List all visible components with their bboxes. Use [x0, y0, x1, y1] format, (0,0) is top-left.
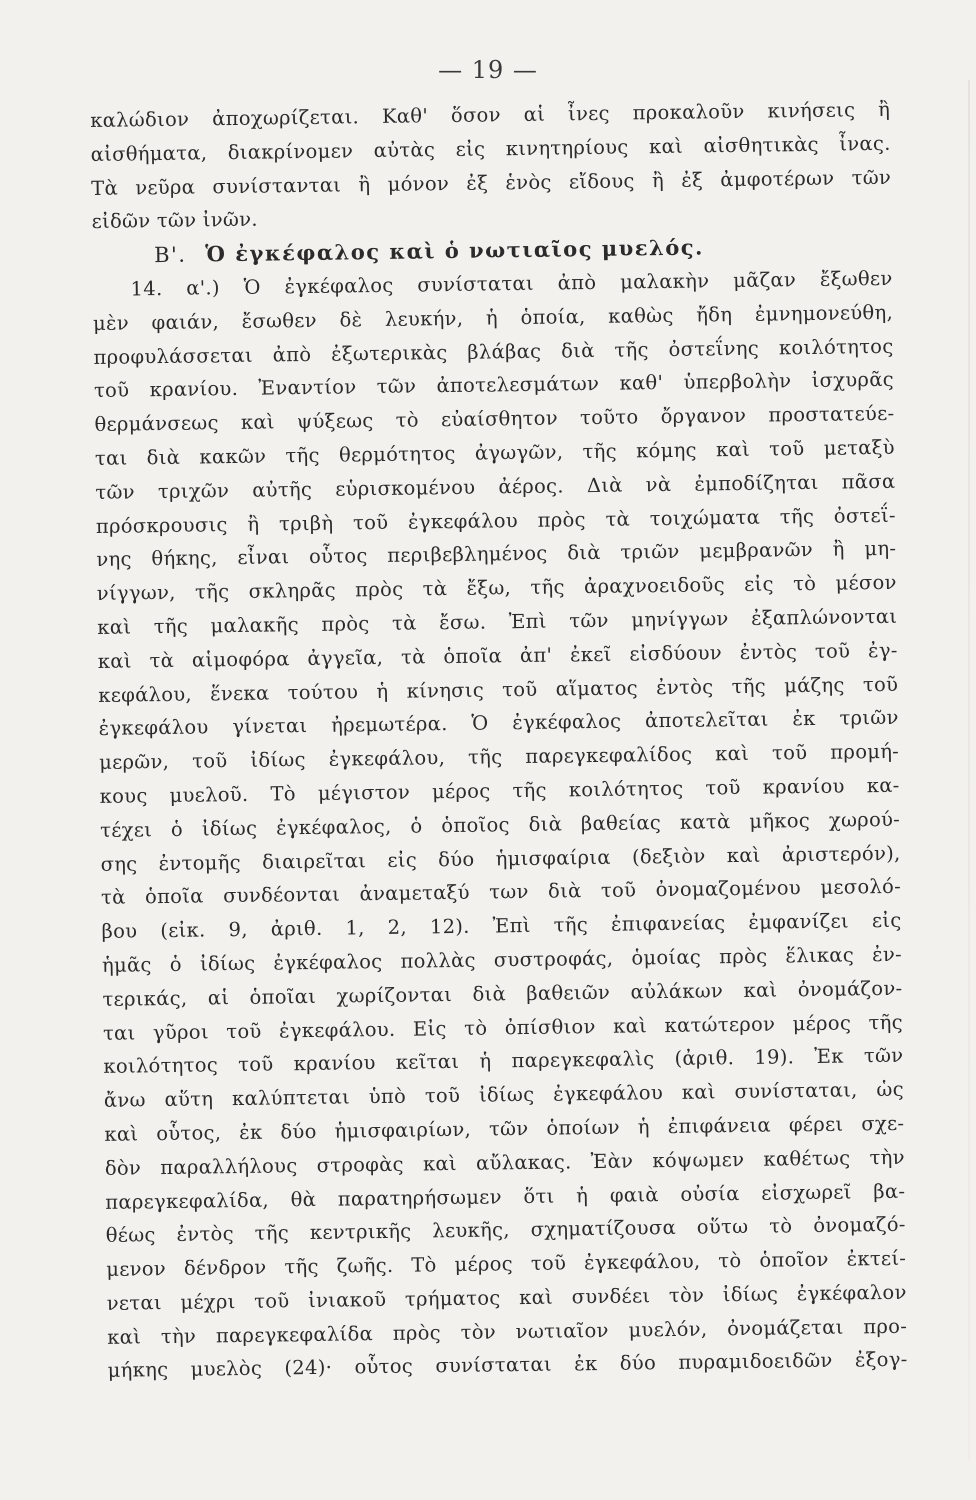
text-line: ἄνω αὕτη καλύπτεται ὑπὸ τοῦ ἰδίως ἐγκεφάλου καὶ συνίσταται, ὡς — [103, 1077, 904, 1113]
text-line: εἰδῶν τῶν ἰνῶν. — [91, 208, 258, 234]
text-line: νίγγων, τῆς σκληρᾶς πρὸς τὰ ἔξω, τῆς ἀραχνοειδοῦς εἰς τὸ μέσον — [96, 570, 897, 606]
page-number: — 19 — — [438, 56, 538, 84]
text-line: καὶ τὴν παρεγκεφαλίδα πρὸς τὸν νωτιαῖον μυελόν, ὀνομάζεται προ- — [107, 1314, 908, 1349]
text-line: τῶν τριχῶν αὐτῆς εὑρισκομένου ἀέρος. Διὰ νὰ ἐμποδίζηται πᾶσα — [95, 469, 896, 504]
section-title: Ὁ ἐγκέφαλος καὶ ὁ νωτιαῖος μυελός. — [205, 234, 705, 267]
text-line: ται διὰ κακῶν τῆς θερμότητος ἀγωγῶν, τῆς κόμης καὶ τοῦ μεταξὺ — [94, 435, 896, 470]
text-line: θερμάνσεως καὶ ψύξεως τὸ εὐαίσθητον τοῦτο ὄργανον προστατεύε- — [94, 401, 895, 437]
body-text — [90, 93, 908, 1388]
text-line: καὶ τῆς μαλακῆς πρὸς τὰ ἔσω. Ἐπὶ τῶν μηνίγγων ἐξαπλώνονται — [97, 604, 898, 639]
text-line: μενον δένδρον τῆς ζωῆς. Τὸ μέρος τοῦ ἐγκεφάλου, τὸ ὁποῖον ἐκτεί- — [106, 1246, 907, 1281]
text-line: ἡμᾶς ὁ ἰδίως ἐγκέφαλος πολλὰς συστροφάς, ὁμοίας πρὸς ἕλικας ἐν- — [101, 942, 903, 977]
text-line: σης ἐντομῆς διαιρεῖται εἰς δύο ἡμισφαίρια (δεξιὸν καὶ ἀριστερόν), — [100, 841, 901, 876]
text-line: αἰσθήματα, διακρίνομεν αὐτὰς εἰς κινητηρίους καὶ αἰσθητικὰς ἶνας. — [90, 131, 891, 166]
text-line: πρόσκρουσις ἢ τριβὴ τοῦ ἐγκεφάλου πρὸς τὰ τοιχώματα τῆς ὀστεΐ- — [95, 503, 896, 538]
paper-edge — [968, 80, 970, 1460]
section-number: Β'. — [153, 242, 187, 268]
text-line: μερῶν, τοῦ ἰδίως ἐγκεφάλου, τῆς παρεγκεφαλίδος καὶ τοῦ προμή- — [99, 739, 900, 775]
text-line: κους μυελοῦ. Τὸ μέγιστον μέρος τῆς κοιλότητος τοῦ κρανίου κα- — [99, 773, 900, 808]
text-line: νης θήκης, εἶναι οὗτος περιβεβλημένος διὰ τριῶν μεμβρανῶν ἢ μη- — [96, 537, 897, 572]
text-line: θέως ἐντὸς τῆς κεντρικῆς λευκῆς, σχηματίζουσα οὕτω τὸ ὀνομαζό- — [105, 1213, 906, 1248]
text-line: βου (εἰκ. 9, ἀριθ. 1, 2, 12). Ἐπὶ τῆς ἐπιφανείας ἐμφανίζει εἰς — [101, 908, 902, 944]
text-line: κοιλότητος τοῦ κρανίου κεῖται ἡ παρεγκεφαλὶς (ἀριθ. 19). Ἐκ τῶν — [103, 1044, 904, 1079]
text-line: τέχει ὁ ἰδίως ἐγκέφαλος, ὁ ὁποῖος διὰ βαθείας κατὰ μῆκος χωρού- — [99, 807, 901, 842]
text-line: μήκης μυελὸς (24)· οὗτος συνίσταται ἐκ δύο πυραμιδοειδῶν ἐξογ- — [107, 1348, 908, 1383]
text-line: τὰ ὁποῖα συνδέονται ἀναμεταξύ των διὰ τοῦ ὀνομαζομένου μεσολό- — [100, 875, 902, 910]
text-line: μὲν φαιάν, ἔσωθεν δὲ λευκήν, ἡ ὁποία, καθὼς ἤδη ἐμνημονεύθη, — [92, 300, 894, 335]
text-line: καὶ οὗτος, ἐκ δύο ἡμισφαιρίων, τῶν ὁποίων ἡ ἐπιφάνεια φέρει σχε- — [104, 1111, 905, 1146]
text-line: καλώδιον ἀποχωρίζεται. Καθ' ὅσον αἱ ἶνες προκαλοῦν κινήσεις ἢ — [90, 97, 891, 132]
paragraph-start: 14. α'.) Ὁ ἐγκέφαλος συνίσταται ἀπὸ μαλακὴν μᾶζαν ἔξωθεν — [130, 266, 893, 301]
text-line: ἐγκεφάλου γίνεται ἠρεμωτέρα. Ὁ ἐγκέφαλος ἀποτελεῖται ἐκ τριῶν — [98, 706, 899, 741]
text-line: ται γῦροι τοῦ ἐγκεφάλου. Εἰς τὸ ὀπίσθιον καὶ κατώτερον μέρος τῆς — [102, 1010, 904, 1045]
text-line: νεται μέχρι τοῦ ἰνιακοῦ τρήματος καὶ συνδέει τὸν ἰδίως ἐγκέφαλον — [106, 1280, 907, 1315]
text-line: καὶ τὰ αἱμοφόρα ἀγγεῖα, τὰ ὁποῖα ἀπ' ἐκεῖ εἰσδύουν ἐντὸς τοῦ ἐγ- — [97, 638, 898, 673]
text-line: κεφάλου, ἕνεκα τούτου ἡ κίνησις τοῦ αἵματος ἐντὸς τῆς μάζης τοῦ — [98, 672, 899, 707]
text-line: παρεγκεφαλίδα, θὰ παρατηρήσωμεν ὅτι ἡ φαιὰ οὐσία εἰσχωρεῖ βα- — [105, 1179, 906, 1214]
text-line: Τὰ νεῦρα συνίστανται ἢ μόνον ἐξ ἑνὸς εἴδους ἢ ἐξ ἀμφοτέρων τῶν — [91, 165, 892, 200]
text-line: τοῦ κρανίου. Ἐναντίον τῶν ἀποτελεσμάτων καθ' ὑπερβολὴν ἰσχυρᾶς — [93, 368, 895, 403]
text-line: προφυλάσσεται ἀπὸ ἐξωτερικὰς βλάβας διὰ τῆς ὀστεΐνης κοιλότητος — [93, 334, 894, 369]
text-line: τερικάς, αἱ ὁποῖαι χωρίζονται διὰ βαθειῶν αὐλάκων καὶ ὀνομάζον- — [102, 976, 903, 1011]
text-line: δὸν παραλλήλους στροφὰς καὶ αὔλακας. Ἐὰν κόψωμεν καθέτως τὴν — [104, 1145, 905, 1180]
